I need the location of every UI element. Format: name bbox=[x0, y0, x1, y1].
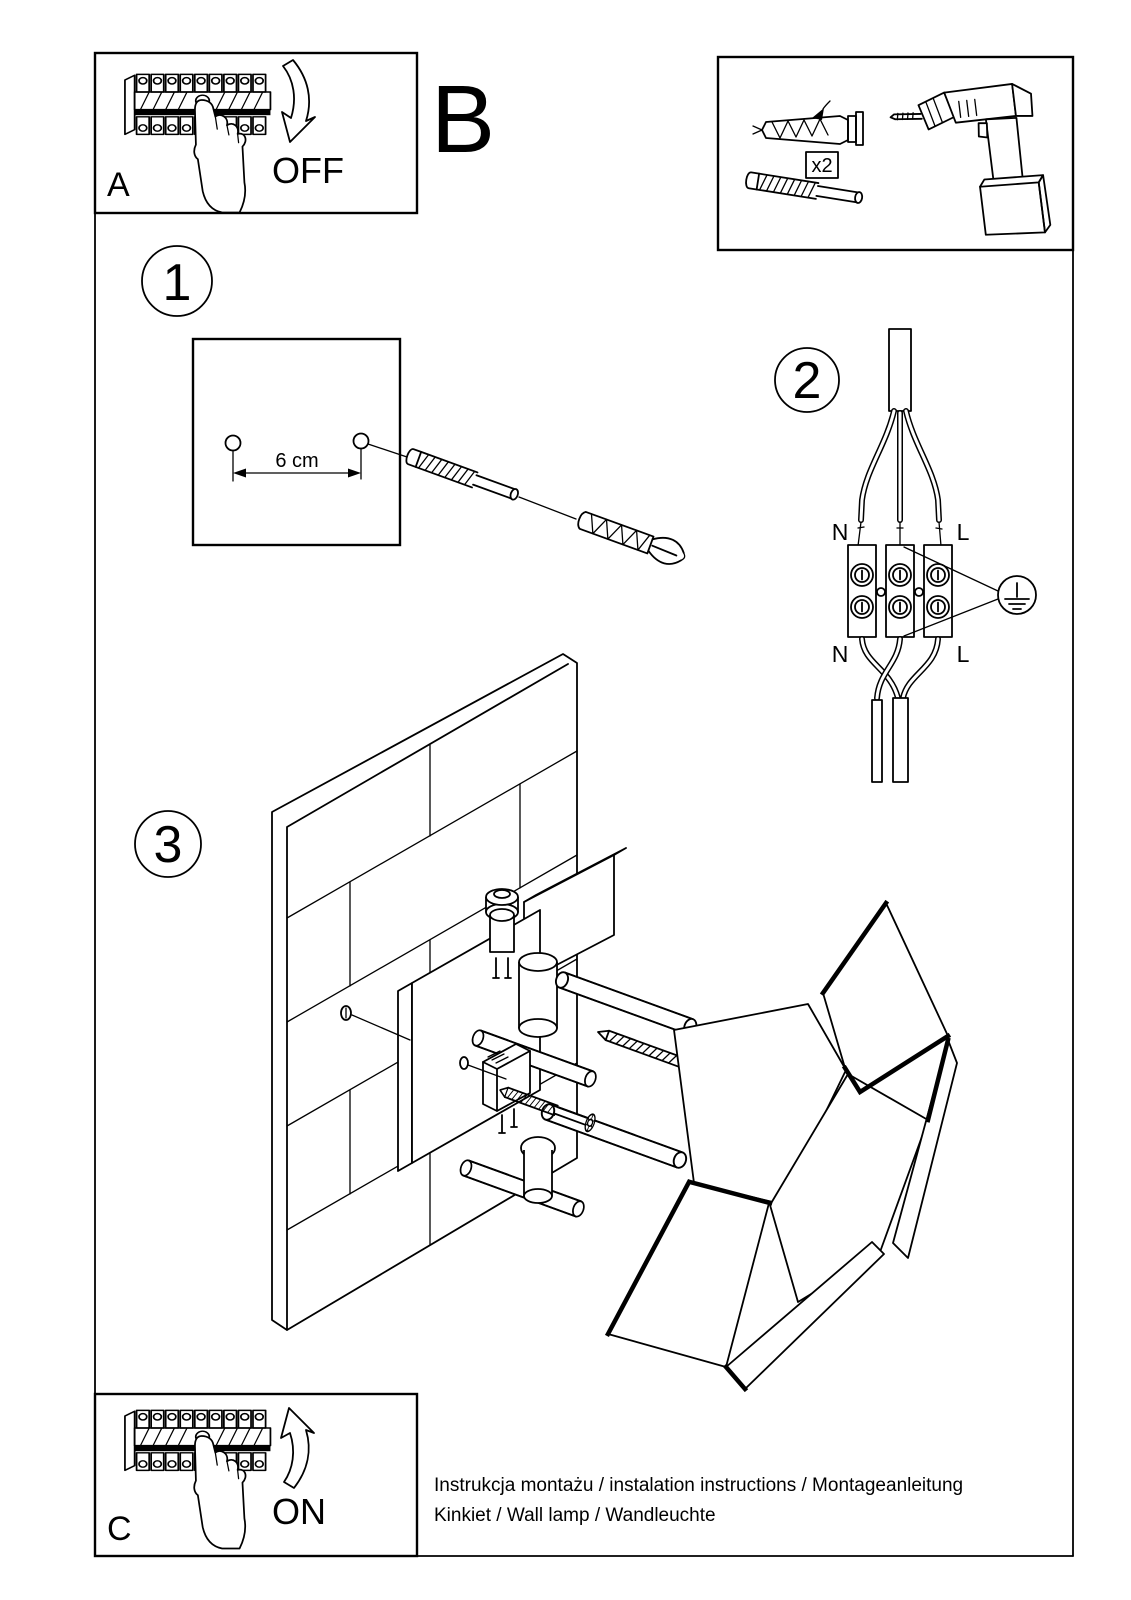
step3-number: 3 bbox=[153, 816, 183, 874]
cable-sheath-left bbox=[872, 700, 882, 782]
terminal-screw bbox=[927, 596, 949, 618]
step1-number: 1 bbox=[162, 254, 192, 312]
step-3 bbox=[135, 654, 957, 1389]
mounting-plate bbox=[398, 983, 412, 1171]
terminal-cell-n bbox=[848, 545, 876, 637]
terminal-screw bbox=[851, 564, 873, 586]
dimension-label: 6 cm bbox=[275, 450, 319, 472]
wall-anchor-assembly bbox=[575, 507, 689, 569]
quantity-label: x2 bbox=[811, 155, 833, 177]
earth-ground-symbol bbox=[998, 576, 1036, 614]
terminal-screw bbox=[927, 564, 949, 586]
socket-cylinder bbox=[519, 953, 557, 1037]
screw-assembly bbox=[405, 448, 521, 503]
panel-c bbox=[95, 1394, 417, 1556]
shade-facet-bottom-left bbox=[608, 1182, 769, 1367]
panel-b bbox=[718, 57, 1073, 262]
section-b-letter: B bbox=[431, 66, 496, 173]
terminal-cell-pe bbox=[886, 545, 914, 637]
panel-c-letter: C bbox=[107, 1510, 132, 1548]
terminal-screw bbox=[889, 596, 911, 618]
panel-a bbox=[95, 53, 417, 213]
off-label: OFF bbox=[272, 150, 344, 191]
panel-a-letter: A bbox=[107, 166, 130, 204]
label-n-top: N bbox=[831, 519, 849, 545]
page-frame bbox=[95, 53, 1073, 1556]
footer bbox=[434, 1475, 963, 1526]
power-cable bbox=[858, 329, 942, 546]
screw-axis-line bbox=[519, 497, 576, 519]
on-label: ON bbox=[272, 1491, 326, 1532]
step2-number: 2 bbox=[792, 352, 822, 410]
cable-sheath-right bbox=[893, 698, 908, 782]
cable-wires bbox=[858, 411, 942, 546]
footer-line-2: Kinkiet / Wall lamp / Wandleuchte bbox=[434, 1505, 716, 1526]
label-l-top: L bbox=[956, 519, 970, 545]
exit-wires bbox=[862, 639, 938, 782]
terminal-screw bbox=[889, 564, 911, 586]
terminal-screw bbox=[851, 596, 873, 618]
label-n-bottom: N bbox=[831, 641, 849, 667]
base-cylinder bbox=[521, 1137, 555, 1203]
step-1 bbox=[142, 246, 689, 569]
footer-line-1: Instrukcja montażu / instalation instructions / Montageanleitung bbox=[434, 1475, 964, 1496]
step-2 bbox=[775, 329, 1036, 782]
label-l-bottom: L bbox=[956, 641, 970, 667]
